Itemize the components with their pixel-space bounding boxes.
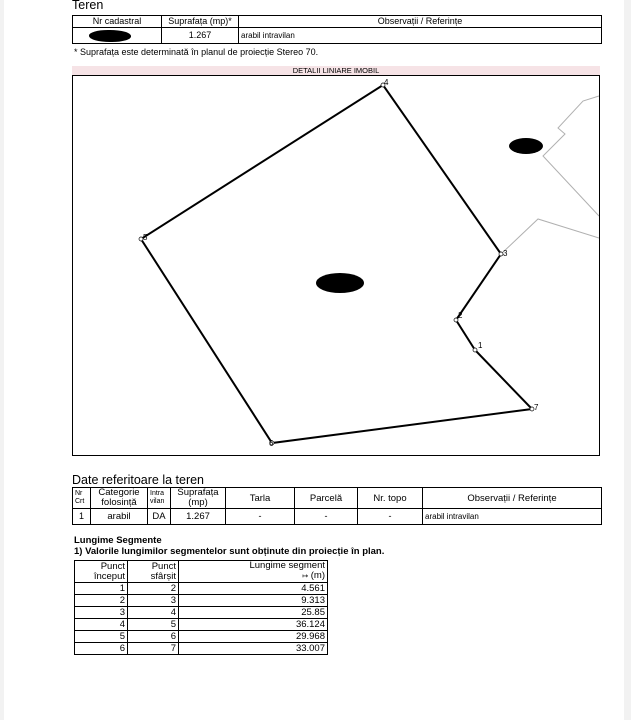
vertex-label-1: 1 (478, 341, 483, 350)
cell-parcela: - (295, 509, 358, 525)
redacted-mark-center (316, 273, 364, 293)
date-teren-header-row (73, 488, 602, 509)
segment-row (75, 631, 328, 643)
vertex-label-2: 2 (458, 311, 463, 320)
cell-nr-crt: 1 (73, 509, 91, 525)
cell-categorie: arabil (91, 509, 148, 525)
date-teren-table (72, 487, 602, 525)
segment-start: 5 (75, 631, 128, 643)
segment-end: 5 (128, 619, 179, 631)
teren-data-row (73, 28, 602, 44)
plan-drawing (72, 75, 600, 456)
neighbor-parcel-top (543, 96, 599, 216)
segment-end: 2 (128, 583, 179, 595)
segment-length: 33.007 (179, 643, 328, 655)
segment-length: 36.124 (179, 619, 328, 631)
header-observatii: Observații / Referințe (239, 16, 602, 28)
vertex-1-marker (473, 348, 477, 352)
header-suprafata-mp: Suprafața (mp) (171, 488, 226, 509)
redacted-mark (89, 30, 131, 42)
vertex-label-3: 3 (503, 249, 508, 258)
lungime-table (74, 560, 328, 655)
teren-header-row (73, 16, 602, 28)
header-parcela: Parcelă (295, 488, 358, 509)
header-punct-sfarsit: Punct sfârșit (128, 561, 179, 583)
header-intravilan: Intra vilan (148, 488, 171, 509)
segment-start: 6 (75, 643, 128, 655)
cell-suprafata-mp: 1.267 (171, 509, 226, 525)
cell-observatii-referinte: arabil intravilan (423, 509, 602, 525)
header-nr-cadastral: Nr cadastral (73, 16, 162, 28)
segment-row (75, 583, 328, 595)
header-nr-topo: Nr. topo (358, 488, 423, 509)
plan-svg (73, 76, 599, 455)
lungime-header-row (75, 561, 328, 583)
segment-start: 2 (75, 595, 128, 607)
segment-start: 3 (75, 607, 128, 619)
segment-end: 3 (128, 595, 179, 607)
cell-nr-topo: - (358, 509, 423, 525)
cell-observatii: arabil intravilan (239, 28, 602, 44)
header-observatii-referinte: Observații / Referințe (423, 488, 602, 509)
segment-end: 7 (128, 643, 179, 655)
segment-length: 25.85 (179, 607, 328, 619)
header-punct-inceput: Punct început (75, 561, 128, 583)
vertex-label-4: 4 (384, 78, 389, 87)
plan-title: DETALII LINIARE IMOBIL (292, 66, 380, 75)
neighbor-parcel-right (501, 219, 599, 254)
segment-length: 9.313 (179, 595, 328, 607)
header-suprafata: Suprafața (mp)* (162, 16, 239, 28)
date-teren-title: Date referitoare la teren (72, 473, 205, 487)
header-tarla: Tarla (226, 488, 295, 509)
cell-intravilan: DA (148, 509, 171, 525)
arrow-icon: ↦ (302, 573, 309, 580)
segment-row (75, 643, 328, 655)
lungime-note: 1) Valorile lungimilor segmentelor sunt obținute din proiecție în plan. (74, 546, 385, 557)
header-categorie: Categorie folosință (91, 488, 148, 509)
teren-table (72, 15, 602, 44)
vertex-label-6: 6 (269, 439, 274, 448)
segment-length: 4.561 (179, 583, 328, 595)
teren-footnote: * Suprafața este determinată în planul de proiecție Stereo 70. (74, 47, 319, 57)
vertex-label-5: 5 (143, 233, 148, 242)
plan-title-bar (72, 66, 600, 75)
teren-title: Teren (72, 0, 104, 12)
segment-start: 1 (75, 583, 128, 595)
segment-row (75, 595, 328, 607)
vertex-label-7: 7 (534, 403, 539, 412)
segment-row (75, 619, 328, 631)
cell-suprafata: 1.267 (162, 28, 239, 44)
parcel-outline (141, 85, 532, 443)
segment-end: 4 (128, 607, 179, 619)
lungime-title: Lungime Segmente (74, 535, 162, 546)
segment-length: 29.968 (179, 631, 328, 643)
segment-start: 4 (75, 619, 128, 631)
cell-tarla: - (226, 509, 295, 525)
segment-end: 6 (128, 631, 179, 643)
redacted-mark-neighbor (509, 138, 543, 154)
header-nr-crt: Nr Crt (73, 488, 91, 509)
date-teren-data-row (73, 509, 602, 525)
cell-nr-cadastral (73, 28, 162, 44)
header-lungime-segment: Lungime segment ↦ (m) (179, 561, 328, 583)
segment-row (75, 607, 328, 619)
document-page (4, 0, 624, 720)
